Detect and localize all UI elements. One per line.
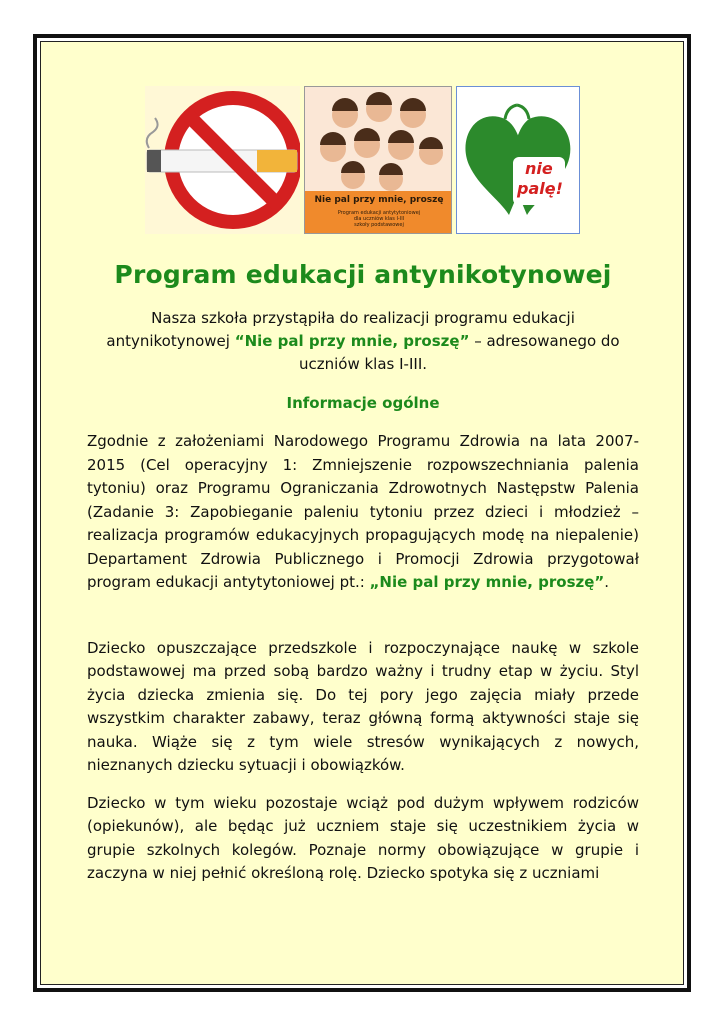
document-content — [87, 86, 639, 886]
intro-text-end: – adresowanego do uczniów klas I-III. — [298, 332, 620, 373]
poster-subtitle-3: szkoły podstawowej — [354, 222, 404, 228]
paragraph-3: Dziecko w tym wieku pozostaje wciąż pod dużym wpływem rodziców (opiekunów), ale będąc już uczniem staje się uczestnikiem życia w grupie szkolnych kolegów. Poznaje normy obowiązujące w grupie i zaczyna w niej pełnić określoną rolę. Dziecko spotyka się z uczniami — [87, 793, 639, 882]
section-heading: Informacje ogólne — [286, 394, 440, 412]
leaf-logo-icon — [456, 86, 580, 234]
header-images — [145, 86, 639, 236]
poster-title: Nie pal przy mnie, proszę — [314, 195, 444, 205]
logo-text-pale: palę! — [517, 179, 563, 198]
paragraph-1-highlight: „Nie pal przy mnie, proszę” — [369, 573, 605, 591]
paragraph-1-text: Zgodnie z założeniami Narodowego Programu Zdrowia na lata 2007-2015 (Cel operacyjny 1: Zmniejszenie rozpowszechniania palenia tytoniu) oraz Programu Ograniczania Zdrowotnych Następstw Palenia (Zadanie 3: Zapobieganie paleniu tytoniu przez dzieci i młodzież – realizacja programów edukacyjnych propagujących modę na niepalenie) Departament Zdrowia Publicznego i Promocji Zdrowia przygotował program edukacji antytytoniowej pt.: — [87, 432, 639, 591]
poster-subtitle-1: Program edukacji antytytoniowej — [337, 210, 421, 216]
page-title: Program edukacji antynikotynowej — [114, 260, 612, 289]
intro-paragraph — [87, 307, 639, 376]
no-smoking-icon — [145, 86, 300, 234]
paragraph-2: Dziecko opuszczające przedszkole i rozpoczynające naukę w szkole podstawowej ma przed sobą bardzo ważny i trudny etap w życiu. Styl życia dziecka zmienia się. Do tej pory jego zajęcia miały przede wszystkim charakter zabawy, teraz główną formą aktywności staje się nauka. Wiąże się z tym wiele stresów wynikających z nowych, nieznanych dziecku sytuacji i obowiązków. — [87, 638, 639, 774]
paragraph-1-end: . — [604, 573, 610, 591]
poster-subtitle-2: dla uczniów klas I-III — [353, 216, 405, 222]
intro-text: Nasza szkoła przystąpiła do realizacji programu edukacji antynikotynowej — [106, 309, 575, 350]
logo-text-nie: nie — [525, 159, 553, 178]
program-name-highlight: “Nie pal przy mnie, proszę” — [234, 332, 470, 350]
program-poster-image — [304, 86, 452, 234]
paragraph-1 — [87, 430, 639, 595]
